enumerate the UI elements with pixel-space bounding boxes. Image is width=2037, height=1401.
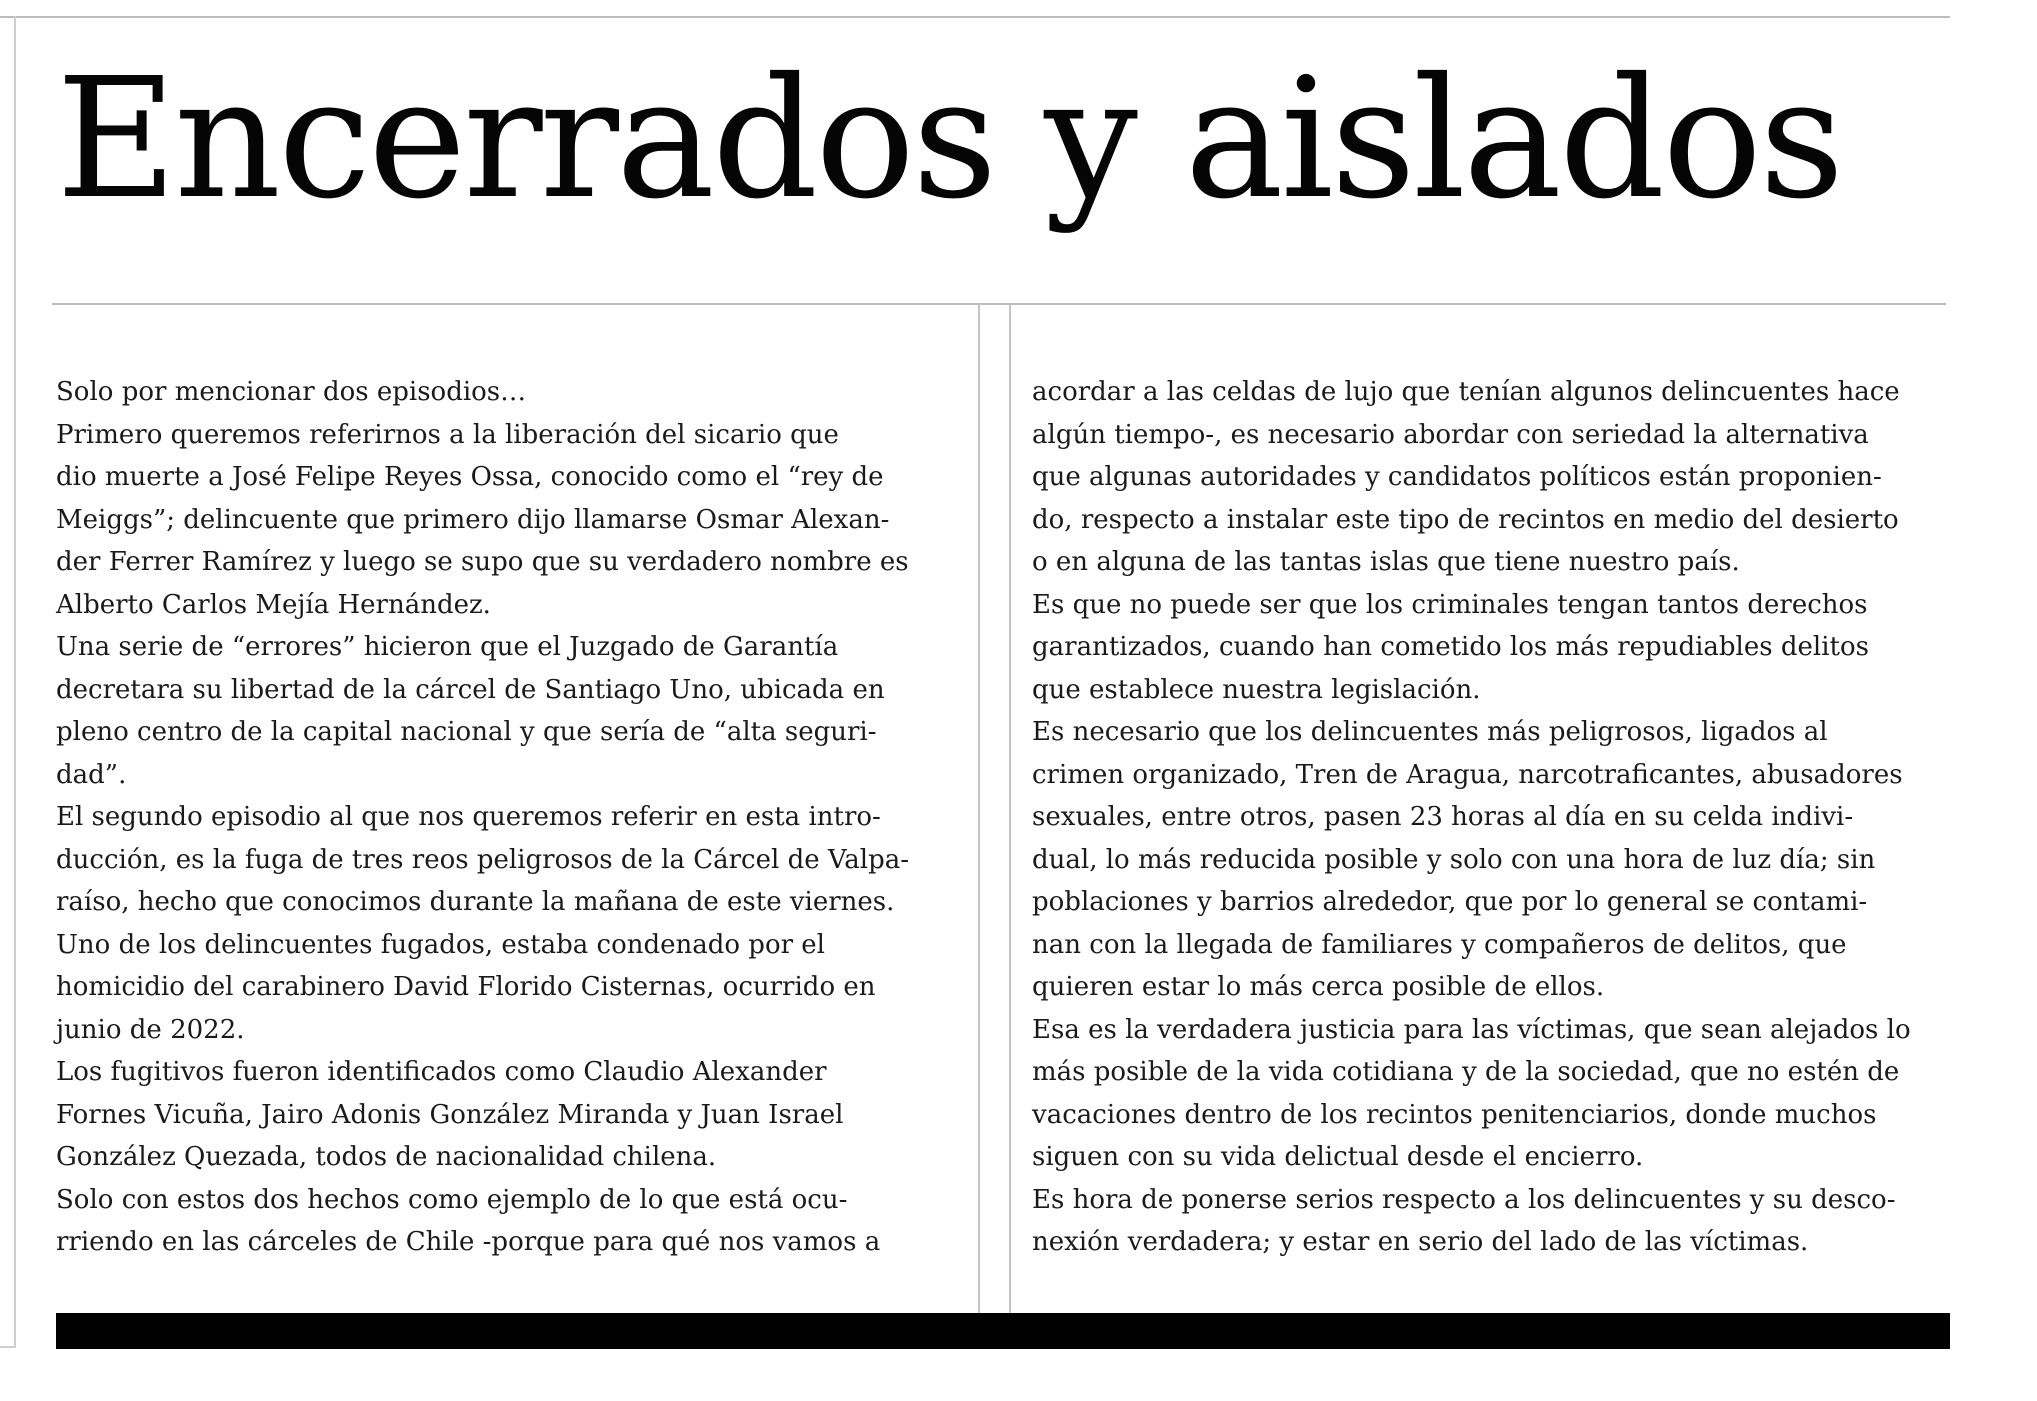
text-line: Es necesario que los delincuentes más peligrosos, ligados al (1032, 717, 1828, 747)
text-line: que algunas autoridades y candidatos políticos están proponien- (1032, 462, 1882, 492)
headline: Encerrados y aislados (56, 43, 1842, 236)
article-column-left (56, 371, 976, 1264)
text-line: El segundo episodio al que nos queremos referir en esta intro- (56, 802, 881, 832)
text-line: crimen organizado, Tren de Aragua, narcotraficantes, abusadores (1032, 759, 1903, 790)
text-line: algún tiempo-, es necesario abordar con seriedad la alternativa (1032, 419, 1869, 450)
text-line: Primero queremos referirnos a la liberación del sicario que (56, 419, 839, 450)
text-line: homicidio del carabinero David Florido Cisternas, ocurrido en (56, 972, 876, 1002)
text-line: dual, lo más reducida posible y solo con una hora de luz día; sin (1032, 844, 1876, 875)
text-line: poblaciones y barrios alrededor, que por lo general se contami- (1032, 887, 1868, 917)
text-line: Una serie de “errores” hicieron que el Juzgado de Garantía (56, 632, 839, 662)
text-line: González Quezada, todos de nacionalidad chilena. (56, 1142, 717, 1172)
text-line: Es que no puede ser que los criminales tengan tantos derechos (1032, 589, 1868, 620)
text-line: siguen con su vida delictual desde el encierro. (1032, 1142, 1644, 1172)
text-line: raíso, hecho que conocimos durante la mañana de este viernes. (56, 887, 895, 917)
text-line: Fornes Vicuña, Jairo Adonis González Miranda y Juan Israel (56, 1099, 844, 1130)
column-divider-right (1009, 305, 1011, 1313)
text-line: Los fugitivos fueron identificados como Claudio Alexander (56, 1057, 827, 1087)
text-line: Alberto Carlos Mejía Hernández. (56, 589, 491, 620)
text-line: garantizados, cuando han cometido los más repudiables delitos (1032, 632, 1869, 662)
text-line: nexión verdadera; y estar en serio del lado de las víctimas. (1032, 1227, 1809, 1257)
text-line: der Ferrer Ramírez y luego se supo que su verdadero nombre es (56, 547, 909, 577)
text-line: pleno centro de la capital nacional y que sería de “alta seguri- (56, 717, 877, 747)
text-line: sexuales, entre otros, pasen 23 horas al día en su celda indivi- (1032, 802, 1854, 832)
text-line: dad”. (56, 759, 127, 790)
text-line: nan con la llegada de familiares y compañeros de delitos, que (1032, 929, 1847, 960)
text-line: dio muerte a José Felipe Reyes Ossa, conocido como el “rey de (56, 462, 884, 492)
top-rule (0, 16, 1950, 18)
bottom-bar (56, 1313, 1950, 1349)
page-left-edge-tick (0, 1346, 16, 1348)
page-left-edge (14, 16, 16, 1348)
text-line: más posible de la vida cotidiana y de la sociedad, que no estén de (1032, 1057, 1900, 1087)
article-column-right (1032, 371, 1957, 1264)
text-line: que establece nuestra legislación. (1032, 674, 1481, 705)
text-line: Esa es la verdadera justicia para las víctimas, que sean alejados lo (1032, 1014, 1911, 1045)
text-line: Es hora de ponerse serios respecto a los delincuentes y su desco- (1032, 1184, 1896, 1215)
text-line: o en alguna de las tantas islas que tiene nuestro país. (1032, 547, 1740, 577)
column-divider-left (978, 305, 980, 1313)
text-line: Uno de los delincuentes fugados, estaba condenado por el (56, 929, 825, 960)
text-line: vacaciones dentro de los recintos penitenciarios, donde muchos (1032, 1099, 1877, 1130)
text-line: ducción, es la fuga de tres reos peligrosos de la Cárcel de Valpa- (56, 844, 909, 875)
text-line: quieren estar lo más cerca posible de ellos. (1032, 972, 1605, 1002)
text-line: Solo por mencionar dos episodios… (56, 377, 527, 407)
text-line: Solo con estos dos hechos como ejemplo de lo que está ocu- (56, 1184, 848, 1215)
text-line: do, respecto a instalar este tipo de recintos en medio del desierto (1032, 504, 1899, 535)
text-line: acordar a las celdas de lujo que tenían algunos delincuentes hace (1032, 377, 1900, 407)
title-rule (52, 303, 1946, 305)
text-line: junio de 2022. (56, 1014, 245, 1045)
text-line: decretara su libertad de la cárcel de Santiago Uno, ubicada en (56, 674, 885, 705)
text-line: rriendo en las cárceles de Chile -porque para qué nos vamos a (56, 1227, 881, 1257)
text-line: Meiggs”; delincuente que primero dijo llamarse Osmar Alexan- (56, 504, 890, 535)
